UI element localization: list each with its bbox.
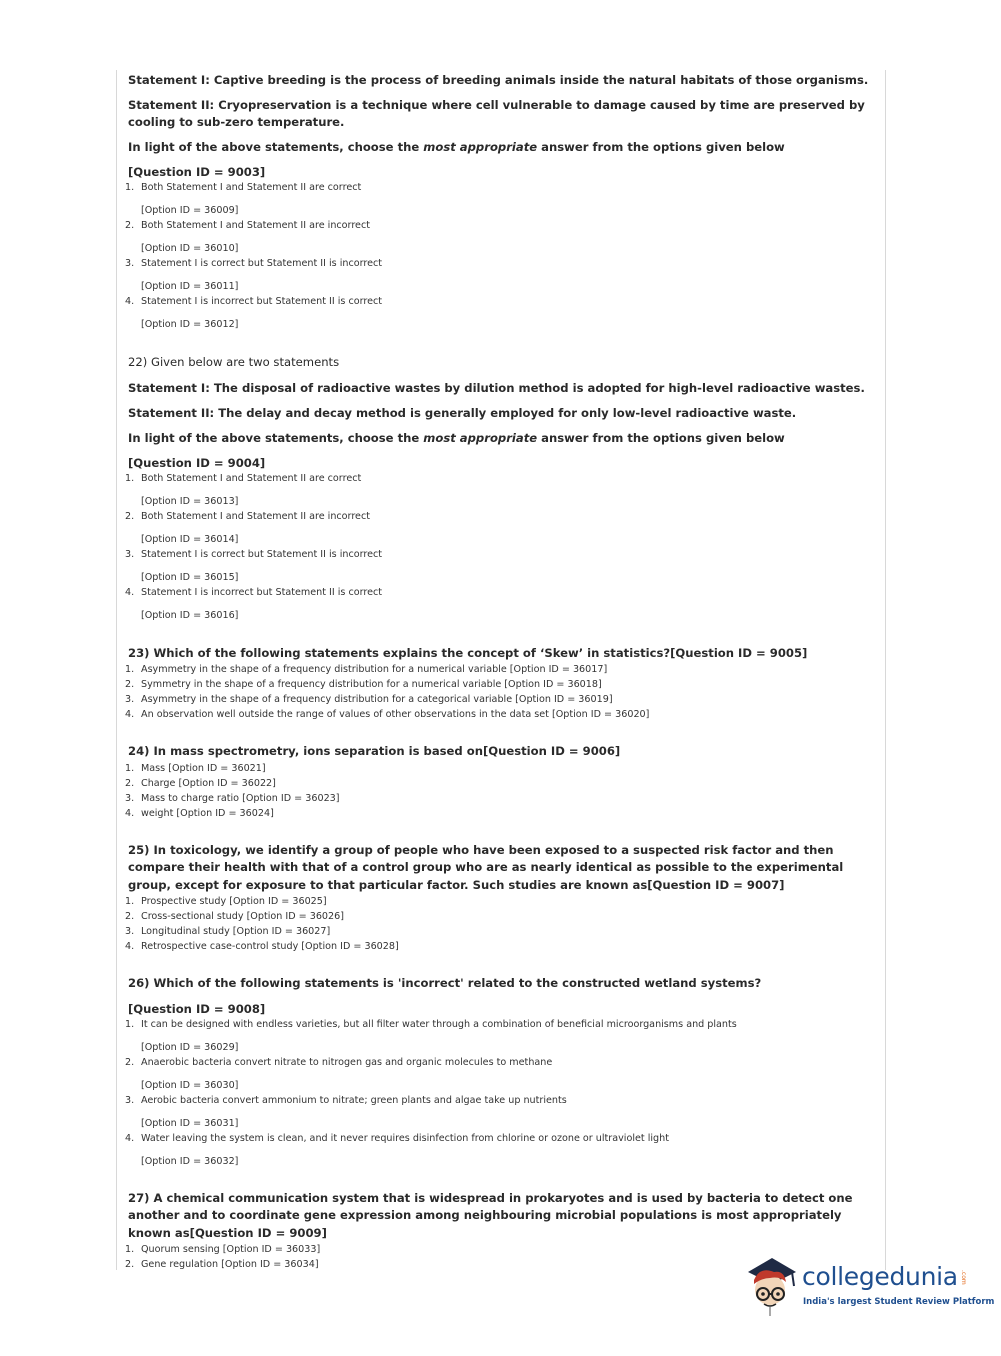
option-item: 1. Prospective study [Option ID = 36025] xyxy=(125,896,327,907)
option-item: 4. An observation well outside the range of values of other observations in the data set [Option ID = 36020] xyxy=(125,709,650,720)
question-23 xyxy=(125,645,874,723)
option-item: 1. Asymmetry in the shape of a frequency distribution for a numerical variable [Option ID = 36017] xyxy=(125,664,608,675)
question-25 xyxy=(125,842,874,955)
question-22 xyxy=(125,354,874,623)
logo-wordmark: collegedunia xyxy=(802,1262,958,1291)
question-id: [Question ID = 9004] xyxy=(128,455,266,470)
option-item: 2. Gene regulation [Option ID = 36034] xyxy=(125,1259,319,1270)
option-item: 2. Cross-sectional study [Option ID = 36026] xyxy=(125,911,344,922)
question-id: [Question ID = 9003] xyxy=(128,165,266,179)
option-item: 4. Water leaving the system is clean, and it never requires disinfection from chlorine or ozone or ultraviolet light [Option ID = 36032] xyxy=(125,1132,669,1167)
option-item: 1. Both Statement I and Statement II are correct [Option ID = 36009] xyxy=(125,182,362,216)
logo-tagline: India's largest Student Review Platform xyxy=(803,1297,995,1307)
option-item: 2. Both Statement I and Statement II are incorrect [Option ID = 36010] xyxy=(125,220,370,254)
option-item: 4. Retrospective case-control study [Option ID = 36028] xyxy=(125,941,399,952)
option-item: 3. Statement I is correct but Statement II is incorrect [Option ID = 36015] xyxy=(125,548,383,583)
question-heading: 24) In mass spectrometry, ions separation is based on[Question ID = 9006] xyxy=(128,744,621,758)
question-heading: 23) Which of the following statements explains the concept of ‘Skew’ in statistics?[Question ID = 9005] xyxy=(128,645,808,660)
question-heading: 27) A chemical communication system that is widespread in prokaryotes and is used by bacteria to detect one another and to coordinate gene expression among neighbouring microbial populations is most appropriately known as[Question ID = 9009] xyxy=(128,1190,853,1240)
logo-com: .com xyxy=(960,1270,967,1285)
statement-1: Statement I: Captive breeding is the process of breeding animals inside the natural habitats of those organisms. xyxy=(128,73,869,87)
instruction: In light of the above statements, choose the most appropriate answer from the options given below xyxy=(128,140,785,154)
question-24 xyxy=(125,743,874,821)
option-item: 2. Anaerobic bacteria convert nitrate to nitrogen gas and organic molecules to methane [Option ID = 36030] xyxy=(125,1056,553,1091)
options-list xyxy=(125,894,874,954)
options-list xyxy=(125,180,874,332)
option-item: 1. Mass [Option ID = 36021] xyxy=(125,762,266,774)
option-item: 3. Mass to charge ratio [Option ID = 36023] xyxy=(125,792,340,804)
statement-1: Statement I: The disposal of radioactive wastes by dilution method is adopted for high-level radioactive wastes. xyxy=(128,380,865,395)
question-heading: 22) Given below are two statements xyxy=(128,355,340,369)
statement-2: Statement II: The delay and decay method is generally employed for only low-level radioactive waste. xyxy=(128,405,797,420)
option-item: 1. Both Statement I and Statement II are correct [Option ID = 36013] xyxy=(125,472,362,507)
options-list xyxy=(125,1017,874,1169)
options-list xyxy=(125,761,874,821)
option-item: 4. weight [Option ID = 36024] xyxy=(125,807,274,819)
option-item: 3. Statement I is correct but Statement II is incorrect [Option ID = 36011] xyxy=(125,258,383,292)
options-list xyxy=(125,471,874,623)
question-heading: 26) Which of the following statements is 'incorrect' related to the constructed wetland systems? xyxy=(128,976,762,990)
instruction: In light of the above statements, choose the most appropriate answer from the options given below xyxy=(128,430,785,445)
document-content xyxy=(125,72,874,1272)
option-item: 3. Aerobic bacteria convert ammonium to nitrate; green plants and algae take up nutrients [Option ID = 36031] xyxy=(125,1094,567,1129)
option-item: 2. Symmetry in the shape of a frequency distribution for a numerical variable [Option ID = 36018] xyxy=(125,679,602,690)
option-item: 4. Statement I is incorrect but Statement II is correct [Option ID = 36012] xyxy=(125,296,383,330)
options-list xyxy=(125,662,874,722)
question-21-continuation xyxy=(125,72,874,332)
option-item: 3. Longitudinal study [Option ID = 36027] xyxy=(125,926,331,937)
question-heading: 25) In toxicology, we identify a group of people who have been exposed to a suspected risk factor and then compare their health with that of a control group who are as nearly identical as possible to the experimental group, except for exposure to that particular factor. Such studies are known as[Question ID = 9007] xyxy=(128,842,844,892)
option-item: 2. Both Statement I and Statement II are incorrect [Option ID = 36014] xyxy=(125,510,370,545)
option-item: 1. It can be designed with endless varieties, but all filter water through a combination of beneficial microorganisms and plants [Option ID = 36029] xyxy=(125,1018,737,1053)
question-26 xyxy=(125,975,874,1169)
statement-2: Statement II: Cryopreservation is a technique where cell vulnerable to damage caused by time are preserved by cooling to sub-zero temperature. xyxy=(128,98,865,129)
option-item: 2. Charge [Option ID = 36022] xyxy=(125,777,276,789)
option-item: 1. Quorum sensing [Option ID = 36033] xyxy=(125,1244,321,1255)
question-id: [Question ID = 9008] xyxy=(128,1001,266,1016)
option-item: 4. Statement I is incorrect but Statement II is correct [Option ID = 36016] xyxy=(125,586,383,621)
option-item: 3. Asymmetry in the shape of a frequency distribution for a categorical variable [Option ID = 36019] xyxy=(125,694,613,705)
